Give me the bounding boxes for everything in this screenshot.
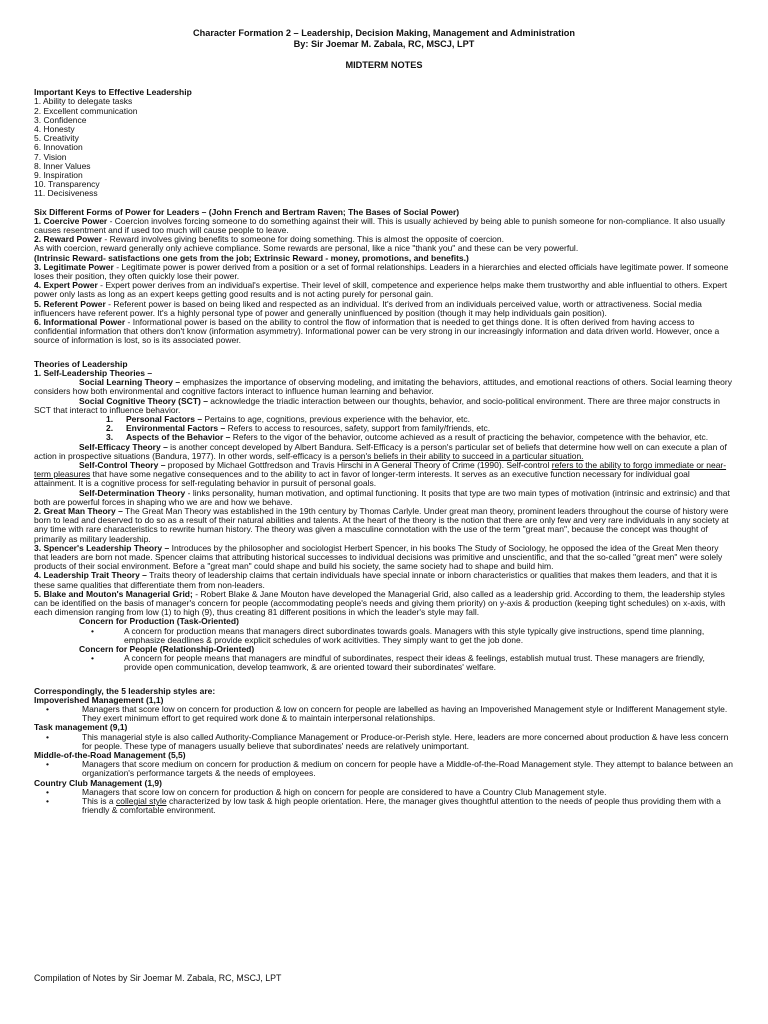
slt-label: Social Learning Theory – [79,377,181,388]
keys-list-item: 7. Vision [34,151,67,162]
sct-item-description: Refers to access to resources, safety, support from family/friends, etc. [225,423,491,434]
legitimate-text: - Legitimate power is power derived from a position or a set of formal relationships. Leaders in a hierarchies and elected officials have legitimate power. If someone loses their position, they often quickly lose their power. [34,261,729,282]
keys-list-item: 11. Decisiveness [34,188,98,199]
keys-list [34,97,734,198]
keys-list-item: 3. Confidence [34,114,87,125]
expert-power [34,281,734,299]
keys-list-item: 4. Honesty [34,124,75,135]
bullet-icon: • [46,704,49,714]
self-efficacy-theory [34,443,734,461]
se-label: Self-Efficacy Theory – [79,441,168,452]
concern-people-item [34,654,734,672]
impoverished-item [34,705,734,723]
sd-label: Self-Determination Theory [79,487,186,498]
lt-text: Traits theory of leadership claims that certain individuals have special innate or inborn characteristics or qualities that makes them leaders, and that it is these same qualities that differentiate them from non-leaders. [34,570,718,590]
social-learning-theory [34,378,734,396]
reward-text: - Reward involves giving benefits to someone for doing something. This is almost the opposite of coercion. [102,234,504,245]
sct-item-description: Refers to the vigor of the behavior, outcome achieved as a result of practicing the behavior, competence with the behavior, etc. [230,432,709,443]
expert-label: 4. Expert Power [34,280,98,291]
document-page [34,28,734,815]
gm-text: The Great Man Theory was established in the 19th century by Thomas Carlyle. Under great man theory, prominent leaders throughout the course of history were born to lead and deserved to do so as a result of their natural abilities and talents. At the heart of the theory is the notion that there are only few and very rare individuals in any society at any time with rare characteristics to rewrite human history. The theory was given a masculine connotation with the use of the term "great man", because the concept was thought of primarily as military leadership. [34,505,729,544]
gm-label: 2. Great Man Theory – [34,505,123,516]
sc-text-1: proposed by Michael Gottfredson and Travis Hirschi in A General Theory of Crime (1990). Self-control [165,459,552,470]
keys-list-item: 6. Innovation [34,142,83,153]
bullet-icon: • [46,786,49,797]
se-text: is another concept developed by Albert Bandura. Self-Efficacy is a person's particular set of beliefs that determine how well on can execute a plan of action in prospective situations (Bandura, 1977). In other words, self-efficacy is a [34,441,727,461]
sp-text: Introduces by the philosopher and sociologist Herbert Spencer, in his books The Study of Sociology, he opposed the idea of the Great Men theory that leaders are born not made. Spencer claims that attributing historical successes to individual decisions was primitive and unscientific, and that the so-called "great men" were solely products of their social environment. Before a "great man" could shape and build his society, the same society had to shape and build him. [34,542,723,572]
country-item-2 [34,797,734,815]
country-text-2a: This is a [82,796,117,807]
country-text-2 [82,797,734,815]
sct-item-label: Aspects of the Behavior – [126,432,231,443]
referent-text: - Referent power is based on being liked and respected as an individual. It's derived from an individuals perceived value, worth or attractiveness. Social media influencers have referent power. It's a highly personal type of power and generally uninfluenced by position (though it may help individuals gain position). [34,298,702,318]
keys-heading: Important Keys to Effective Leadership [34,87,192,98]
title-line-2: By: Sir Joemar M. Zabala, RC, MSCJ, LPT [293,38,475,49]
coercive-label: 1. Coercive Power [34,215,108,226]
bm-label: 5. Blake and Mouton's Managerial Grid; [34,588,193,599]
lt-label: 4. Leadership Trait Theory – [34,570,147,581]
informational-text: - Informational power is based on the ability to control the flow of information that is needed to get things done. It is often derived from having access to confidential information that others don't know (information asymmetry). Informational power can be very strong in our increasingly information and data driven world. However, once a source of information is lost, so is its associated power. [34,317,720,346]
sct-item-number: 3. [106,432,114,443]
midterm-heading: MIDTERM NOTES [345,60,423,70]
slt-text: emphasizes the importance of observing modeling, and imitating the behaviors, attitudes, and emotional reactions of others. Social learning theory considers how both environmental and cognitive factors interact to influence human learning and behavior. [34,377,732,397]
collegial-style: collegial style [116,796,167,807]
social-cognitive-theory [34,397,734,415]
sct-label: Social Cognitive Theory (SCT) – [79,395,208,406]
sct-item-label: Environmental Factors – [126,423,226,434]
trait-theory [34,571,734,589]
country-text-1: Managers that score low on concern for production & high on concern for people are considered to have a Country Club Management style. [82,786,607,797]
bullet-icon: • [46,759,49,770]
spencer-theory [34,544,734,572]
theories-heading: Theories of Leadership [34,358,128,369]
bullet-icon: • [91,653,94,664]
concern-production-heading: Concern for Production (Task-Oriented) [79,616,239,627]
se-underline: person's beliefs in their ability to succeed in a particular situation. [339,450,584,461]
keys-list-item: 8. Inner Values [34,160,91,171]
power-section [34,208,734,346]
task-item [34,733,734,751]
sd-text: - links personality, human motivation, and optimal functioning. It posits that type are two main types of motivation (intrinsic and extrinsic) and that both are powerful forces in shaping who we are and how we behave. [34,487,730,507]
reward-label: 2. Reward Power [34,234,103,245]
bullet-icon: • [91,625,94,636]
sc-text-2: that have some negative consequences and to the ability to act in favor of longer-term interests. It serves as an executive function necessary for individual goal attainment. It is a cognitive process for self-regulating behavior in pursuit of personal goals. [34,469,690,489]
sc-underline: refers to the ability to forgo immediate or near-term pleasures [34,459,727,480]
coercive-text: - Coercion involves forcing someone to do something against their will. This is usually achieved by being able to punish someone for non-compliance. It also usually causes resentment and if used too much will cause people to leave. [34,215,726,236]
sct-item-number: 1. [106,413,114,424]
keys-list-item: 1. Ability to delegate tasks [34,96,133,107]
concern-production-item [34,627,734,645]
sct-item-number: 2. [106,423,114,434]
self-leadership-heading: 1. Self-Leadership Theories – [34,367,153,378]
impoverished-heading: Impoverished Management (1,1) [34,694,164,705]
task-heading: Task management (9,1) [34,722,128,733]
sct-item-description: Pertains to age, cognitions, previous experience with the behavior, etc. [202,413,470,424]
great-man-theory [34,507,734,544]
sct-text: acknowledge the triadic interaction between our thoughts, behavior, and socio-political environment. There are three major constructs in SCT that interact to influence behavior. [34,395,720,415]
legitimate-label: 3. Legitimate Power [34,261,114,272]
self-determination-theory [34,489,734,507]
referent-label: 5. Referent Power [34,298,106,309]
self-control-theory [34,461,734,489]
theories-section [34,360,734,673]
bullet-icon: • [46,796,49,807]
managerial-grid [34,590,734,618]
styles-section [34,687,734,816]
concern-people-text: A concern for people means that managers are mindful of subordinates, respect their ideas & feelings, establish mutual trust. These managers are friendly, provide open communication, develop teamwork, & are oriented toward their subordinates' welfare. [124,653,705,673]
country-heading: Country Club Management (1,9) [34,777,162,788]
concern-production-text: A concern for production means that managers direct subordinates towards goals. Managers with this style typically give instructions, spend time planning, emphasize deadlines & provide explicit schedules of work acitivities. They simply want to get the job done. [124,625,705,645]
reward-note: As with coercion, reward generally only achieve compliance. Some rewards are personal, like a nice "thank you" and these can be very powerful. [34,243,579,254]
keys-list-item: 10. Transparency [34,179,100,190]
task-text: This managerial style is also called Authority-Compliance Management or Produce-or-Perish style. Here, leaders are more concerned about production & have less concern for people. These type of managers usually believe that subordinates' needs are relatively unimportant. [82,731,729,751]
sct-list [34,415,734,443]
legitimate-power [34,263,734,281]
impoverished-text: Managers that score low on concern for production & low on concern for people are labelled as having an Impoverished Management style or Indifferent Management style. They exert minimum effort to get required work done & to maintain interpersonal relationships. [82,704,728,724]
middle-item [34,760,734,778]
middle-text: Managers that score medium on concern for production & medium on concern for people have a Middle-of-the-Road Management style. They attempt to balance between an organization's performance targets & the needs of employees. [82,759,733,779]
expert-text: - Expert power derives from an individual's expertise. Their level of skill, competence and experience helps make them trustworthy and able influential to others. Expert power only lasts as long as an expert keeps getting good results and is not acting purely for personal gain. [34,280,728,300]
country-text-2b: characterized by low task & high people orientation. Here, the manager gives thoughtful attention to the needs of people thus providing them with a friendly & comfortable environment. [82,796,721,816]
title-line-1: Character Formation 2 – Leadership, Decision Making, Management and Administration [192,28,576,38]
referent-power [34,300,734,318]
sp-label: 3. Spencer's Leadership Theory – [34,542,170,553]
coercive-power [34,217,734,235]
intrinsic-note: (Intrinsic Reward- satisfactions one gets from the job; Extrinsic Reward - money, promotions, and benefits.) [34,252,469,263]
power-heading: Six Different Forms of Power for Leaders – (John French and Bertram Raven; The Bases of Social Power) [34,206,460,217]
keys-section [34,88,734,198]
keys-list-item: 5. Creativity [34,133,79,144]
concern-people-heading: Concern for People (Relationship-Oriented) [79,643,255,654]
bullet-icon: • [46,731,49,742]
sc-label: Self-Control Theory – [79,459,166,470]
middle-heading: Middle-of-the-Road Management (5,5) [34,750,186,761]
document-title [34,28,734,49]
keys-list-item: 9. Inspiration [34,170,83,181]
sct-item-label: Personal Factors – [126,413,203,424]
bm-text: - Robert Blake & Jane Mouton have developed the Managerial Grid, also called as a leadership grid. According to them, the leadership styles can be identified on the basis of manager's concern for people (accommodating people's needs and giving them priority) on y-axis & production (keeping tight schedules) on x-axis, with each dimension ranging from low (1) to high (9), thus creating 81 different positions in which the leader's style may fall. [34,588,726,618]
informational-label: 6. Informational Power [34,317,126,328]
keys-list-item: 2. Excellent communication [34,105,138,116]
styles-heading: Correspondingly, the 5 leadership styles are: [34,685,216,696]
page-footer: Compilation of Notes by Sir Joemar M. Zabala, RC, MSCJ, LPT [34,973,282,983]
informational-power [34,318,734,346]
